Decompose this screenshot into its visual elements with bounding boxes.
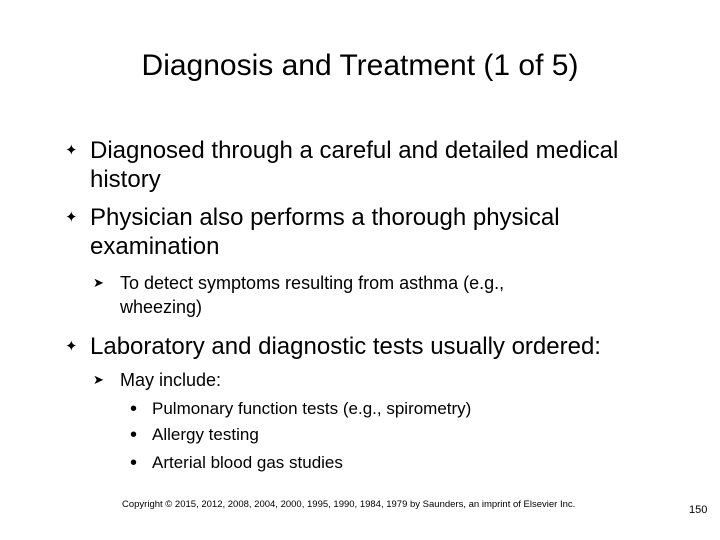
sub-sub-bullet-2: Allergy testing (152, 425, 259, 444)
copyright-notice: Copyright © 2015, 2012, 2008, 2004, 2000, 1995, 1990, 1984, 1979 by Saunders, an imprint of Elsevier Inc. (122, 499, 576, 510)
bullet-2-line-2: examination (90, 233, 220, 260)
bullet-1-line-2: history (90, 166, 161, 193)
dot-bullet-icon: • (130, 424, 138, 446)
sub-sub-bullet-1: Pulmonary function tests (e.g., spirometry) (152, 399, 472, 418)
bullet-1-line-1: Diagnosed through a careful and detailed medical (90, 137, 619, 164)
bullet-3-line-1: Laboratory and diagnostic tests usually ordered: (90, 333, 601, 360)
slide-title: Diagnosis and Treatment (1 of 5) (141, 49, 579, 82)
page-number: 150 (689, 504, 708, 516)
bullet-icon: ✦ (65, 142, 78, 159)
bullet-icon: ✦ (65, 338, 78, 355)
sub-sub-bullet-3: Arterial blood gas studies (152, 453, 343, 472)
sub-bullet-2-1-line-2: wheezing) (120, 297, 203, 317)
arrow-bullet-icon: ➤ (93, 372, 104, 387)
dot-bullet-icon: • (130, 452, 138, 474)
bullet-2-line-1: Physician also performs a thorough physical (90, 204, 560, 231)
dot-bullet-icon: • (130, 398, 138, 420)
arrow-bullet-icon: ➤ (93, 275, 104, 290)
sub-bullet-3-1-line-1: May include: (120, 370, 222, 390)
bullet-icon: ✦ (65, 209, 78, 226)
sub-bullet-2-1-line-1: To detect symptoms resulting from asthma (e.g., (120, 273, 505, 293)
